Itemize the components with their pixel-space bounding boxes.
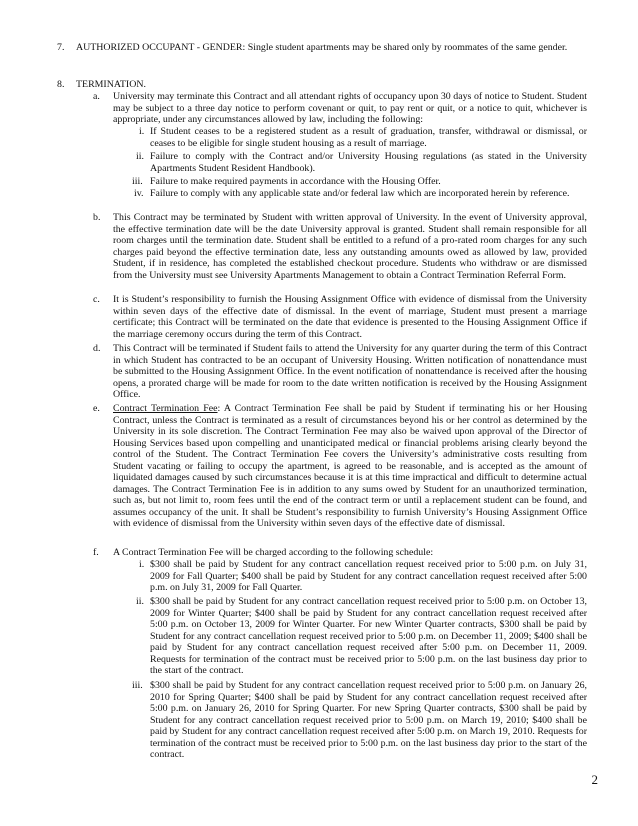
item-a-ii-marker: ii.	[136, 151, 144, 162]
page-number: 2	[591, 772, 598, 787]
item-a-i-text: If Student ceases to be a registered student as a result of graduation, transfer, withdrawal or dismissal, or ceases to be eligible for single student housing as a result of marriage.	[150, 126, 587, 149]
item-d-marker: d.	[93, 343, 101, 354]
item-a-iii-text: Failure to make required payments in accordance with the Housing Offer.	[150, 176, 441, 187]
item-a-i-marker: i.	[139, 126, 145, 137]
item-f-iii-marker: iii.	[132, 680, 143, 691]
item-a-iv-text: Failure to comply with any applicable state and/or federal law which are incorporated herein by reference.	[150, 188, 570, 199]
item-f-i-marker: i.	[139, 559, 145, 570]
item-f-ii-text: $300 shall be paid by Student for any contract cancellation request received prior to 5:00 p.m. on October 13, 2009 for Winter Quarter; $400 shall be paid by Student for any contract cancellation request received after 5:00 p.m. on October 13, 2009 for Winter Quarter. For new Winter Quarter contracts, $300 shall be paid by Student for any contract cancellation request received prior to 5:00 p.m. on December 11, 2009; $400 shall be paid by Student for any contract cancellation request received after 5:00 p.m. on December 11, 2009. Requests for termination of the contract must be received prior to 5:00 p.m. on the last business day prior to the start of the contract.	[150, 596, 587, 677]
section-8-number: 8.	[57, 79, 65, 90]
item-a-marker: a.	[93, 91, 100, 102]
section-7-number: 7.	[57, 42, 65, 53]
item-e-marker: e.	[93, 403, 100, 414]
item-f-ii-marker: ii.	[136, 596, 144, 607]
section-8-title: TERMINATION.	[76, 79, 146, 90]
item-a-ii-text: Failure to comply with the Contract and/or University Housing regulations (as stated in the University Apartments Student Resident Handbook).	[150, 151, 587, 174]
item-a-text: University may terminate this Contract and all attendant rights of occupancy upon 30 days of notice to Student. Student may be subject to a three day notice to perform covenant or quit, to pay rent or quit, or a notice to quit, whichever is appropriate, under any circumstances allowed by law, including the following:	[113, 91, 587, 126]
item-d-text: This Contract will be terminated if Student fails to attend the University for any quarter during the term of this Contract in which Student has contracted to be an occupant of University Housing. Written notification of nonattendance must be submitted to the Housing Assignment Office. In the event notification of nonattendance is received after the housing opens, a prorated charge will be made for room to the date written notification is received by the Housing Assignment Office.	[113, 343, 587, 401]
item-f-marker: f.	[93, 547, 99, 558]
item-a-iv-marker: iv.	[134, 188, 144, 199]
item-f-iii-text: $300 shall be paid by Student for any contract cancellation request received prior to 5:00 p.m. on January 26, 2010 for Spring Quarter; $400 shall be paid by Student for any contract cancellation request received after 5:00 p.m. on January 26, 2010 for Spring Quarter. For new Spring Quarter contracts, $300 shall be paid by Student for any contract cancellation request received prior to 5:00 p.m. on March 19, 2010; $400 shall be paid by Student for any contract cancellation request received after 5:00 p.m. on March 19, 2010. Requests for termination of the contract must be received prior to 5:00 p.m. on the last business day prior to the start of the contract.	[150, 680, 587, 761]
item-b-marker: b.	[93, 212, 101, 223]
item-e-paragraph	[113, 403, 587, 530]
item-f-text: A Contract Termination Fee will be charged according to the following schedule:	[113, 547, 434, 558]
item-b-text: This Contract may be terminated by Student with written approval of University. In the event of University approval, the effective termination date will be the date University approval is granted. Student shall remain responsible for all room charges until the termination date. Student shall be entitled to a refund of a pro-rated room charges for any such charges paid beyond the effective termination date, less any outstanding amounts owed as allowed by law, provided Student, if in residence, has completed the established checkout procedure. Students who withdraw or are dismissed from the University must see University Apartments Management to obtain a Contract Termination Referral Form.	[113, 212, 587, 281]
item-c-marker: c.	[93, 294, 100, 305]
item-c-text: It is Student’s responsibility to furnish the Housing Assignment Office with evidence of dismissal from the University within seven days of the effective date of dismissal. In the event of marriage, Student must present a marriage certificate; this Contract will be terminated on the date that evidence is presented to the Housing Assignment Office if the marriage ceremony occurs during the term of this Contract.	[113, 294, 587, 340]
item-e-text: : A Contract Termination Fee shall be paid by Student if terminating his or her Housing Contract, unless the Contract is terminated as a result of circumstances beyond his or her control as determined by the University in its sole discretion. The Contract Termination Fee may also be waived upon approval of the Director of Housing Services based upon compelling and unanticipated medical or financial problems arising clearly beyond the control of the Student. The Contract Termination Fee covers the University’s administrative costs resulting from Student vacating or failing to occupy the apartment, is agreed to be reasonable, and is accepted as the amount of liquidated damages caused by such circumstances because it is at this time impractical and difficult to determine actual damages. The Contract Termination Fee is in addition to any sums owed by Student for an unauthorized termination, such as, but not limit to, room fees until the end of the contract term or until a replacement student can be found, and assumes occupancy of the unit. It shall be Student’s responsibility to furnish University’s Housing Assignment Office with evidence of dismissal from the University within seven days of the effective date of dismissal.	[113, 403, 588, 530]
fee-heading: Contract Termination Fee	[113, 403, 218, 414]
item-a-iii-marker: iii.	[132, 176, 143, 187]
section-7-text: AUTHORIZED OCCUPANT - GENDER: Single student apartments may be shared only by roommates of the same gender.	[76, 42, 568, 53]
item-f-i-text: $300 shall be paid by Student for any contract cancellation request received prior to 5:00 p.m. on July 31, 2009 for Fall Quarter; $400 shall be paid by Student for any contract cancellation request received after 5:00 p.m. on July 31, 2009 for Fall Quarter.	[150, 559, 587, 594]
